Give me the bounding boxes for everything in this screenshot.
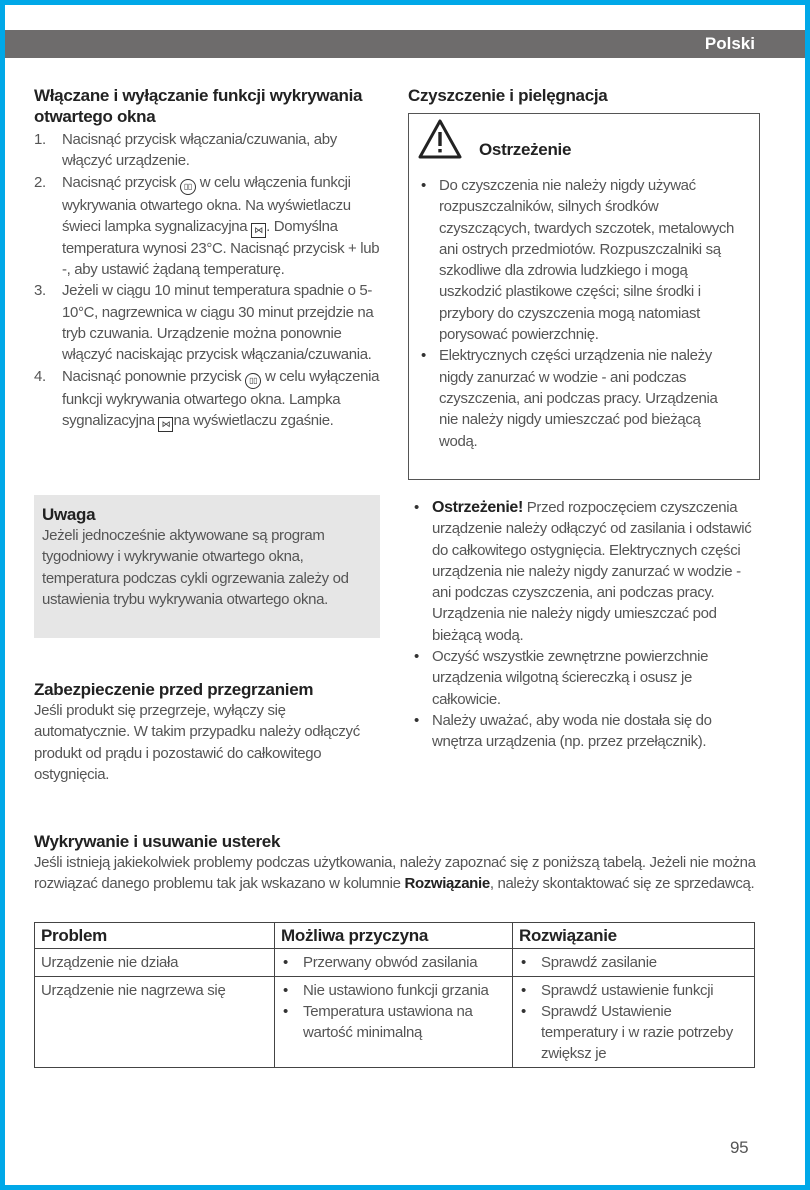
warning-title: Ostrzeżenie bbox=[479, 140, 572, 159]
cleaning-item: • Oczyść wszystkie zewnętrzne powierzchnie urządzenia wilgotną ściereczką i osusz je całkowicie. bbox=[408, 646, 758, 710]
open-window-section bbox=[34, 85, 384, 432]
window-button-icon: ▯▯ bbox=[180, 179, 196, 195]
section-title: Włączane i wyłączanie funkcji wykrywania otwartego okna bbox=[34, 86, 363, 126]
page-number: 95 bbox=[730, 1138, 749, 1157]
cause-cell: • Przerwany obwód zasilania bbox=[275, 949, 513, 977]
cleaning-list bbox=[408, 497, 758, 753]
table-row bbox=[35, 949, 755, 977]
header-cause: Możliwa przyczyna bbox=[275, 923, 513, 949]
header-problem: Problem bbox=[35, 923, 275, 949]
troubleshooting-title: Wykrywanie i usuwanie usterek bbox=[34, 832, 281, 851]
language-label: Polski bbox=[704, 34, 755, 53]
problem-cell: Urządzenie nie działa bbox=[35, 949, 275, 977]
window-indicator-icon: ⋈ bbox=[158, 417, 173, 432]
step-4: 4. Nacisnąć ponownie przycisk ▯▯ w celu wyłączenia funkcji wykrywania otwartego okna. Lampka sygnalizacyjna ⋈ na wyświetlaczu zgaśnie. bbox=[34, 366, 384, 432]
step-2: 2. Nacisnąć przycisk ▯▯ w celu włączenia funkcji wykrywania otwartego okna. Na wyświetlaczu świeci lampka sygnalizacyjna ⋈ . Domyślna temperatura wynosi 23°C. Nacisnąć przycisk + lub -, aby ustawić żądaną temperaturę. bbox=[34, 173, 380, 279]
warning-item: • Elektrycznych części urządzenia nie należy nigdy zanurzać w wodzie - ani podczas czyszczenia, ani podczas pracy. Urządzenia nie należy nigdy umieszczać pod bieżącą wodą. bbox=[415, 345, 735, 451]
step-1: 1. Nacisnąć przycisk włączania/czuwania, aby włączyć urządzenie. bbox=[34, 131, 337, 170]
overheat-section bbox=[34, 679, 374, 785]
problem-cell: Urządzenie nie nagrzewa się bbox=[35, 977, 275, 1068]
cleaning-title: Czyszczenie i pielęgnacja bbox=[408, 86, 608, 105]
overheat-title: Zabezpieczenie przed przegrzaniem bbox=[34, 680, 314, 699]
troubleshooting-intro: Jeśli istnieją jakiekolwiek problemy podczas użytkowania, należy zapoznać się z poniższą tabelą. Jeżeli nie można rozwiązać danego problemu tak jak wskazano w kolumnie Rozwiązanie, należy skontaktować się ze sprzedawcą. bbox=[34, 854, 756, 893]
note-text: Jeżeli jednocześnie aktywowane są program tygodniowy i wykrywanie otwartego okna, temperatura podczas cykli ogrzewania zależy od ustawienia trybu wykrywania otwartego okna. bbox=[42, 527, 349, 608]
warning-triangle-icon bbox=[417, 118, 463, 160]
warning-box bbox=[408, 113, 760, 480]
manual-page bbox=[5, 5, 805, 1185]
cause-cell: • Nie ustawiono funkcji grzania • Temperatura ustawiona na wartość minimalną bbox=[275, 977, 513, 1068]
note-box bbox=[34, 495, 380, 638]
table-header-row bbox=[35, 923, 755, 949]
troubleshooting-section bbox=[34, 831, 764, 895]
cleaning-item: • Ostrzeżenie! Przed rozpoczęciem czyszczenia urządzenie należy odłączyć od zasilania i odstawić do całkowitego ostygnięcia. Elektrycznych części urządzenia nie należy nigdy zanurzać w wodzie - ani podczas czyszczenia, ani podczas pracy. Urządzenia nie należy nigdy umieszczać pod bieżącą wodą. bbox=[408, 497, 758, 646]
cleaning-section bbox=[408, 85, 758, 106]
header-solution: Rozwiązanie bbox=[513, 923, 755, 949]
troubleshooting-table bbox=[34, 922, 755, 1068]
solution-cell: • Sprawdź zasilanie bbox=[513, 949, 755, 977]
table-row bbox=[35, 977, 755, 1068]
window-indicator-icon: ⋈ bbox=[251, 223, 266, 238]
warning-item: • Do czyszczenia nie należy nigdy używać rozpuszczalników, silnych środków czyszczących, twardych szczotek, metalowych ani ostrych przedmiotów. Rozpuszczalniki są szkodliwe dla zdrowia ludzkiego i mogą uszkodzić plastikowe części; silne środki i przybory do czyszczenia mogą natomiast porysować powierzchnię. bbox=[415, 175, 735, 345]
window-button-icon: ▯▯ bbox=[245, 373, 261, 389]
step-3: 3. Jeżeli w ciągu 10 minut temperatura spadnie o 5-10°C, nagrzewnica w ciągu 30 minut przejdzie na tryb czuwania. Urządzenie można ponownie włączyć naciskając przycisk włączania/czuwania. bbox=[34, 282, 374, 364]
solution-cell: • Sprawdź ustawienie funkcji • Sprawdź Ustawienie temperatury i w razie potrzeby zwiększ je bbox=[513, 977, 755, 1068]
language-header-bar bbox=[5, 30, 805, 58]
overheat-text: Jeśli produkt się przegrzeje, wyłączy się automatycznie. W takim przypadku należy odłączyć produkt od prądu i pozostawić do całkowitego ostygnięcia. bbox=[34, 702, 360, 783]
cleaning-item: • Należy uważać, aby woda nie dostała się do wnętrza urządzenia (np. przez przełącznik). bbox=[408, 710, 758, 753]
note-title: Uwaga bbox=[42, 505, 96, 524]
